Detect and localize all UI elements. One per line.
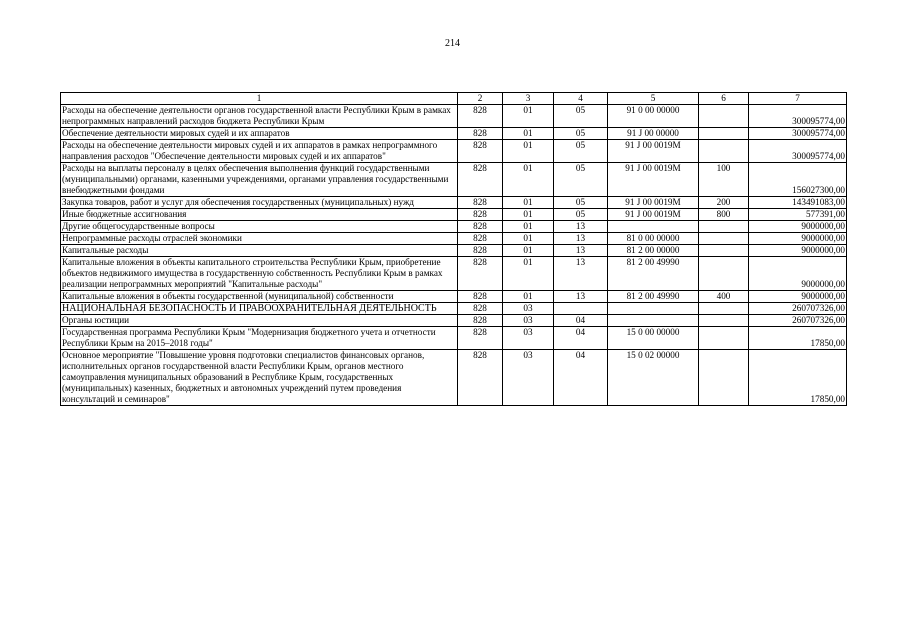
row-name: Иные бюджетные ассигнования xyxy=(61,209,458,221)
row-section: 01 xyxy=(503,257,554,291)
row-name: Закупка товаров, работ и услуг для обеспечения государственных (муниципальных) нужд xyxy=(61,197,458,209)
row-code: 828 xyxy=(458,291,503,303)
row-code: 828 xyxy=(458,163,503,197)
row-subsection xyxy=(554,303,608,315)
row-name: Другие общегосударственные вопросы xyxy=(61,221,458,233)
row-target-article: 81 2 00 49990 xyxy=(608,257,699,291)
row-name: Расходы на выплаты персоналу в целях обеспечения выполнения функций государственными (муниципальными) органами, казенными учреждениями, органами управления государственными внебюджетными фондами xyxy=(61,163,458,197)
row-section: 01 xyxy=(503,140,554,163)
table-row xyxy=(61,233,847,245)
row-subsection: 04 xyxy=(554,327,608,350)
row-section: 01 xyxy=(503,197,554,209)
table-row xyxy=(61,303,847,315)
row-subsection: 05 xyxy=(554,105,608,128)
row-amount: 17850,00 xyxy=(749,327,847,350)
row-code: 828 xyxy=(458,327,503,350)
row-subsection: 05 xyxy=(554,140,608,163)
header-cell-6: 6 xyxy=(699,93,749,105)
header-cell-2: 2 xyxy=(458,93,503,105)
row-code: 828 xyxy=(458,350,503,406)
row-name: Непрограммные расходы отраслей экономики xyxy=(61,233,458,245)
row-target-article: 81 0 00 00000 xyxy=(608,233,699,245)
row-code: 828 xyxy=(458,128,503,140)
row-amount: 577391,00 xyxy=(749,209,847,221)
row-expense-type: 400 xyxy=(699,291,749,303)
row-code: 828 xyxy=(458,140,503,163)
row-subsection: 13 xyxy=(554,233,608,245)
row-section: 01 xyxy=(503,221,554,233)
row-amount: 143491083,00 xyxy=(749,197,847,209)
row-target-article: 81 2 00 00000 xyxy=(608,245,699,257)
row-amount: 156027300,00 xyxy=(749,163,847,197)
row-code: 828 xyxy=(458,257,503,291)
budget-table xyxy=(60,92,847,406)
row-name: Обеспечение деятельности мировых судей и их аппаратов xyxy=(61,128,458,140)
row-expense-type xyxy=(699,245,749,257)
row-expense-type xyxy=(699,140,749,163)
row-amount: 300095774,00 xyxy=(749,105,847,128)
row-section: 01 xyxy=(503,245,554,257)
row-section: 01 xyxy=(503,163,554,197)
row-section: 01 xyxy=(503,128,554,140)
row-amount: 9000000,00 xyxy=(749,221,847,233)
row-subsection: 13 xyxy=(554,291,608,303)
row-target-article: 91 J 00 0019М xyxy=(608,163,699,197)
row-amount: 9000000,00 xyxy=(749,245,847,257)
table-row xyxy=(61,315,847,327)
row-section: 03 xyxy=(503,303,554,315)
table-row xyxy=(61,197,847,209)
row-subsection: 04 xyxy=(554,315,608,327)
row-name: Расходы на обеспечение деятельности органов государственной власти Республики Крым в рамках непрограммных направлений расходов бюджета Республики Крым xyxy=(61,105,458,128)
row-amount: 9000000,00 xyxy=(749,291,847,303)
row-code: 828 xyxy=(458,197,503,209)
row-subsection: 13 xyxy=(554,257,608,291)
row-section: 03 xyxy=(503,315,554,327)
row-expense-type: 100 xyxy=(699,163,749,197)
row-expense-type xyxy=(699,303,749,315)
row-target-article: 91 0 00 00000 xyxy=(608,105,699,128)
row-expense-type xyxy=(699,221,749,233)
row-target-article xyxy=(608,303,699,315)
row-name: Капитальные вложения в объекты государственной (муниципальной) собственности xyxy=(61,291,458,303)
row-target-article xyxy=(608,221,699,233)
row-name: НАЦИОНАЛЬНАЯ БЕЗОПАСНОСТЬ И ПРАВООХРАНИТЕЛЬНАЯ ДЕЯТЕЛЬНОСТЬ xyxy=(61,303,458,315)
row-code: 828 xyxy=(458,233,503,245)
header-cell-4: 4 xyxy=(554,93,608,105)
table-row xyxy=(61,105,847,128)
row-subsection: 04 xyxy=(554,350,608,406)
row-code: 828 xyxy=(458,303,503,315)
table-row xyxy=(61,221,847,233)
row-expense-type xyxy=(699,105,749,128)
table-row xyxy=(61,140,847,163)
row-name: Капитальные вложения в объекты капитального строительства Республики Крым, приобретение объектов недвижимого имущества в государственную собственность Республики Крым в рамках реализации непрограммных мероприятий "Капитальные расходы" xyxy=(61,257,458,291)
header-row xyxy=(61,93,847,105)
row-code: 828 xyxy=(458,245,503,257)
table-row xyxy=(61,128,847,140)
table-row xyxy=(61,257,847,291)
row-expense-type xyxy=(699,327,749,350)
row-subsection: 05 xyxy=(554,197,608,209)
row-amount: 9000000,00 xyxy=(749,257,847,291)
row-amount: 9000000,00 xyxy=(749,233,847,245)
row-target-article: 91 J 00 00000 xyxy=(608,128,699,140)
row-name: Основное мероприятие "Повышение уровня подготовки специалистов финансовых органов, исполнительных органов государственной власти Республики Крым, органов местного самоуправления муниципальных образований в Республике Крым, государственных (муниципальных) казенных, бюджетных и автономных учреждений путем проведения консультаций и семинаров" xyxy=(61,350,458,406)
header-cell-1: 1 xyxy=(61,93,458,105)
row-target-article: 91 J 00 0019М xyxy=(608,197,699,209)
row-code: 828 xyxy=(458,209,503,221)
row-expense-type xyxy=(699,350,749,406)
table-row xyxy=(61,327,847,350)
row-amount: 300095774,00 xyxy=(749,128,847,140)
row-code: 828 xyxy=(458,221,503,233)
row-target-article: 15 0 02 00000 xyxy=(608,350,699,406)
row-section: 01 xyxy=(503,291,554,303)
table-row xyxy=(61,245,847,257)
row-code: 828 xyxy=(458,105,503,128)
row-section: 01 xyxy=(503,233,554,245)
row-expense-type: 200 xyxy=(699,197,749,209)
row-subsection: 13 xyxy=(554,245,608,257)
row-amount: 260707326,00 xyxy=(749,315,847,327)
row-subsection: 05 xyxy=(554,209,608,221)
row-name: Государственная программа Республики Крым "Модернизация бюджетного учета и отчетности Республики Крым на 2015–2018 годы" xyxy=(61,327,458,350)
header-cell-5: 5 xyxy=(608,93,699,105)
row-name: Расходы на обеспечение деятельности мировых судей и их аппаратов в рамках непрограммного направления расходов "Обеспечение деятельности мировых судей и их аппаратов" xyxy=(61,140,458,163)
row-target-article: 81 2 00 49990 xyxy=(608,291,699,303)
header-cell-7: 7 xyxy=(749,93,847,105)
row-amount: 300095774,00 xyxy=(749,140,847,163)
table-row xyxy=(61,209,847,221)
row-amount: 260707326,00 xyxy=(749,303,847,315)
row-expense-type xyxy=(699,128,749,140)
row-section: 01 xyxy=(503,209,554,221)
row-name: Органы юстиции xyxy=(61,315,458,327)
row-section: 01 xyxy=(503,105,554,128)
table-row xyxy=(61,291,847,303)
row-code: 828 xyxy=(458,315,503,327)
row-expense-type xyxy=(699,257,749,291)
page-number: 214 xyxy=(445,38,460,49)
table-row xyxy=(61,350,847,406)
row-expense-type xyxy=(699,315,749,327)
row-subsection: 13 xyxy=(554,221,608,233)
row-expense-type xyxy=(699,233,749,245)
row-target-article: 91 J 00 0019М xyxy=(608,140,699,163)
row-expense-type: 800 xyxy=(699,209,749,221)
table-row xyxy=(61,163,847,197)
row-amount: 17850,00 xyxy=(749,350,847,406)
row-section: 03 xyxy=(503,350,554,406)
row-section: 03 xyxy=(503,327,554,350)
header-cell-3: 3 xyxy=(503,93,554,105)
row-target-article: 91 J 00 0019М xyxy=(608,209,699,221)
row-name: Капитальные расходы xyxy=(61,245,458,257)
row-target-article xyxy=(608,315,699,327)
row-target-article: 15 0 00 00000 xyxy=(608,327,699,350)
row-subsection: 05 xyxy=(554,128,608,140)
row-subsection: 05 xyxy=(554,163,608,197)
